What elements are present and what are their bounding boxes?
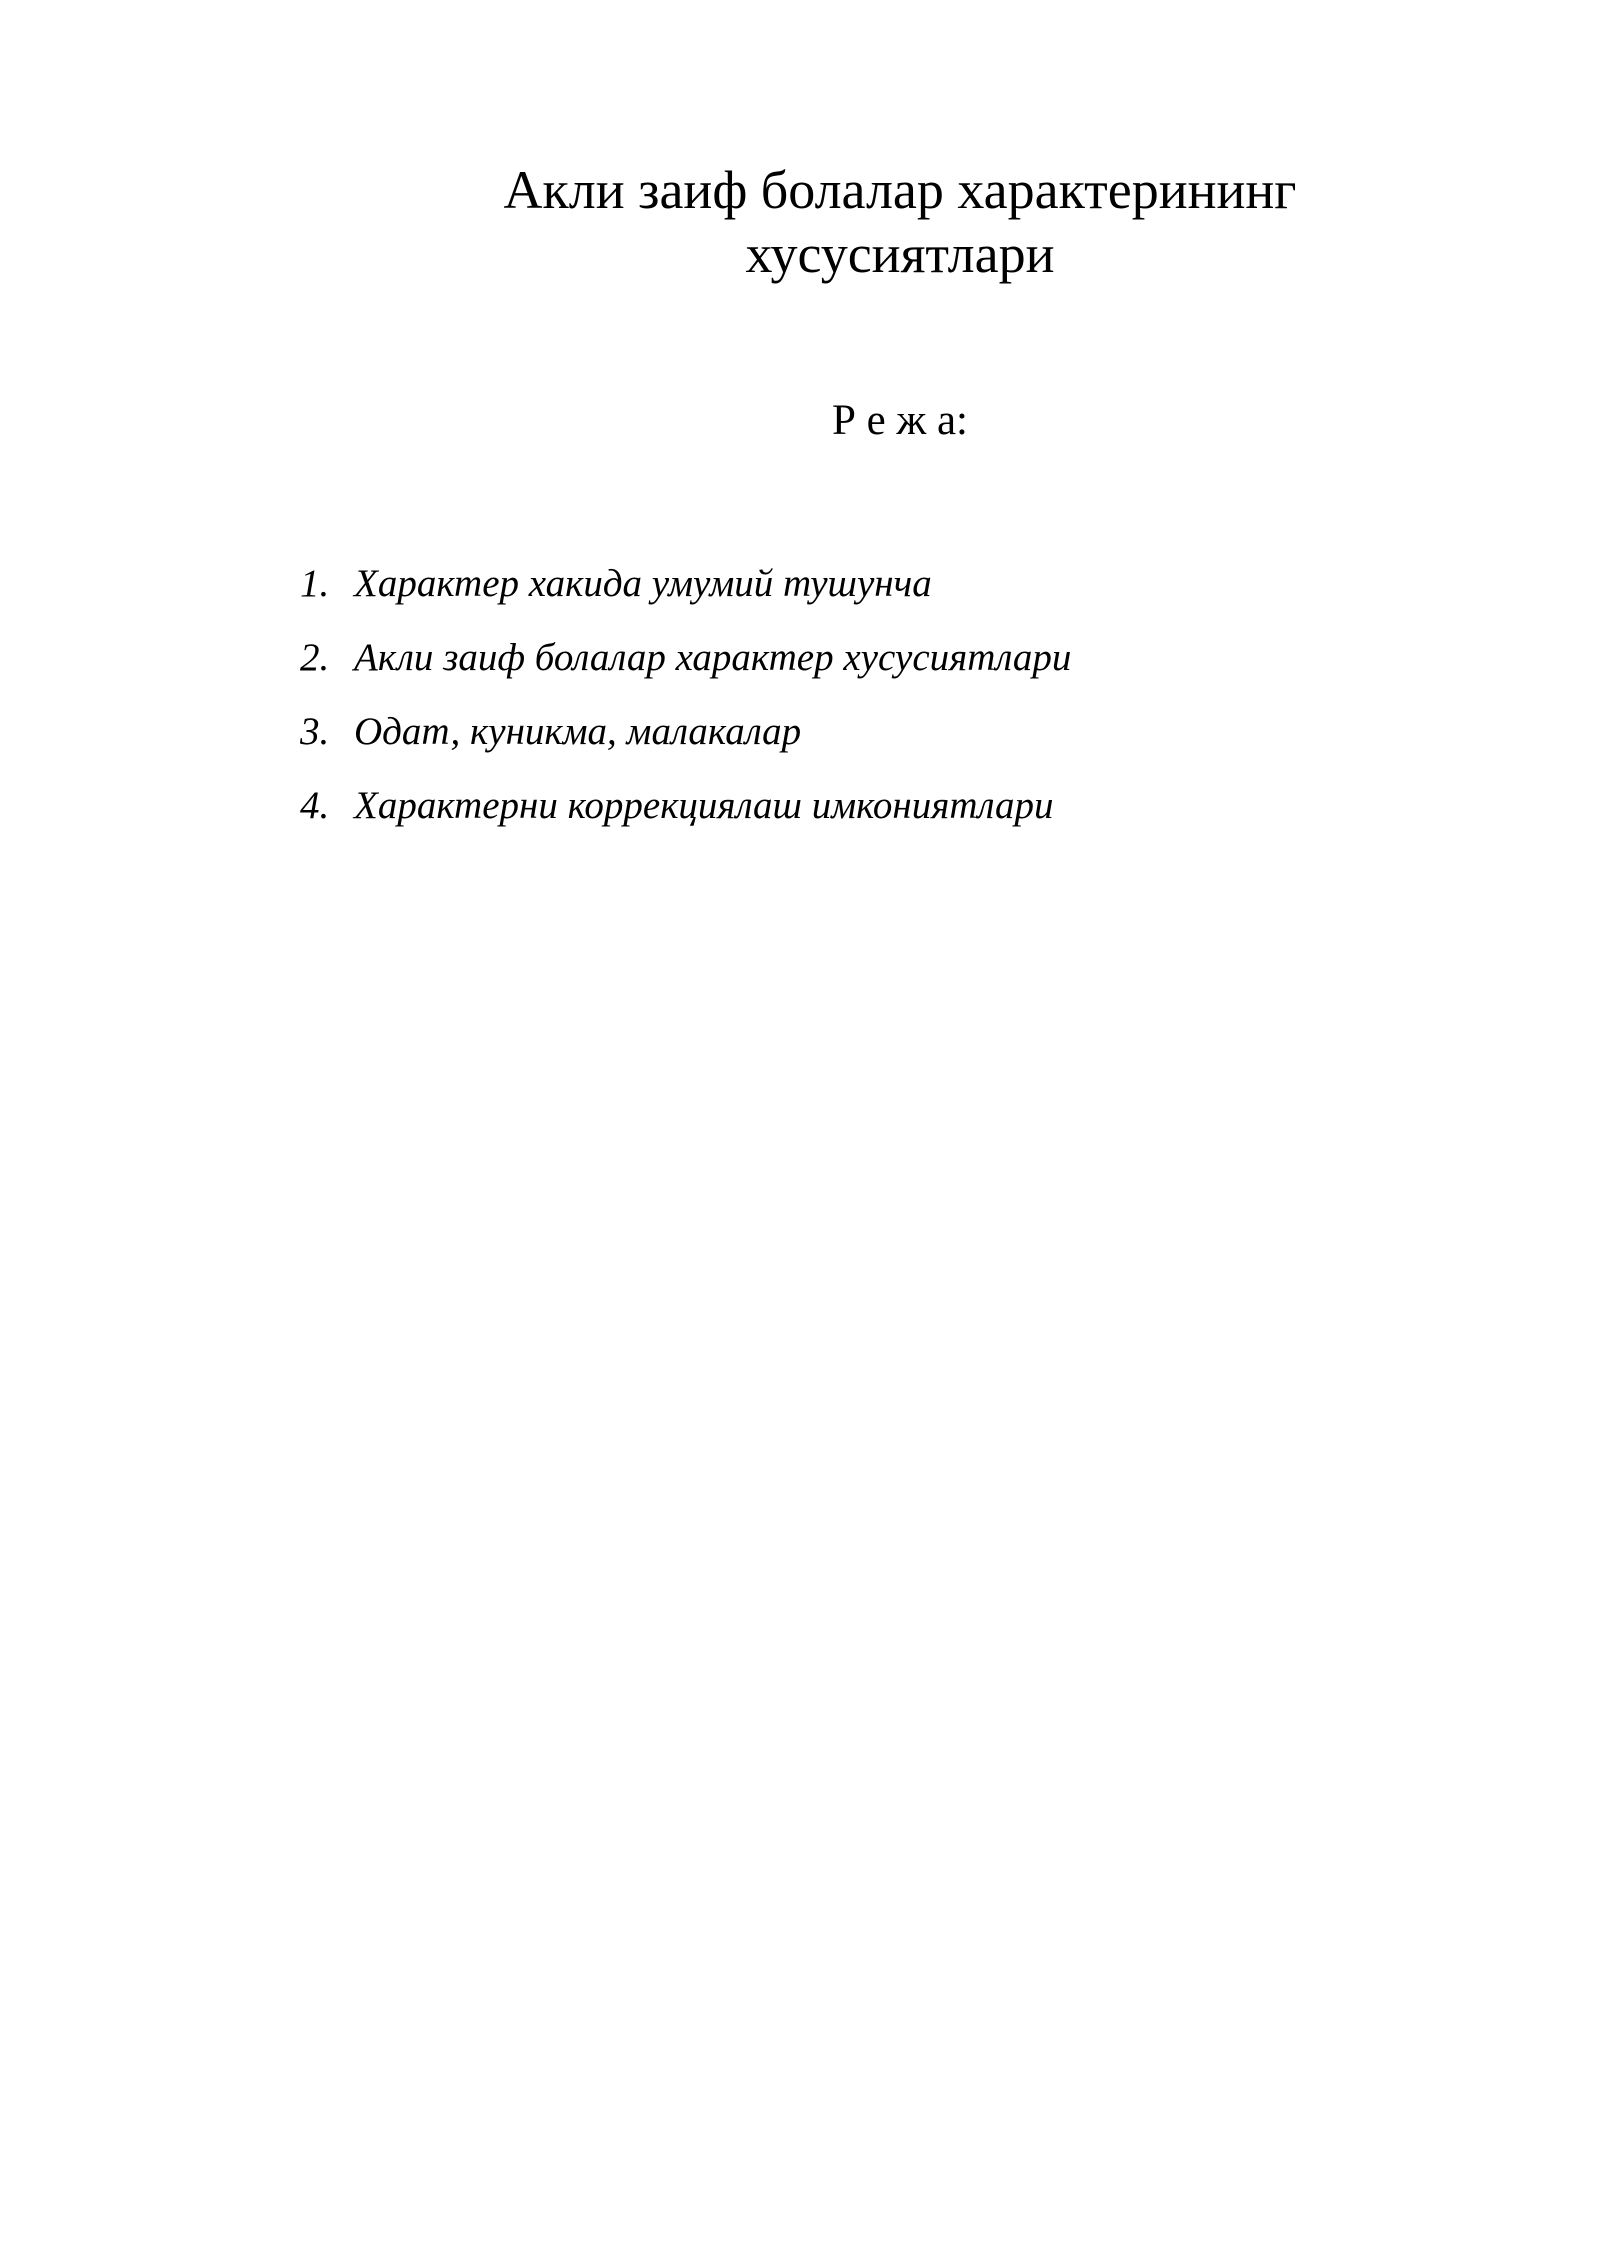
plan-item-number: 1.: [300, 562, 330, 605]
plan-item-text: Характерни коррекциялаш имкониятлари: [354, 784, 1054, 827]
document-title-line-2: хусусиятлари: [745, 224, 1055, 284]
plan-item: [300, 706, 1300, 780]
plan-item: [300, 632, 1300, 706]
plan-item: [300, 558, 1300, 632]
document-title-line-1: Акли заиф болалар характерининг: [503, 160, 1297, 220]
plan-item-number: 4.: [300, 784, 330, 827]
plan-item-number: 3.: [300, 710, 330, 753]
plan-item-text: Характер хакида умумий тушунча: [354, 562, 932, 605]
plan-item-text: Одат, куникма, малакалар: [354, 710, 802, 753]
document-title: [400, 158, 1400, 286]
plan-item-number: 2.: [300, 636, 330, 679]
plan-list: [300, 558, 1300, 854]
plan-item-text: Акли заиф болалар характер хусусиятлари: [354, 636, 1072, 679]
plan-heading: Р е ж а:: [832, 397, 968, 444]
plan-item: [300, 780, 1300, 854]
